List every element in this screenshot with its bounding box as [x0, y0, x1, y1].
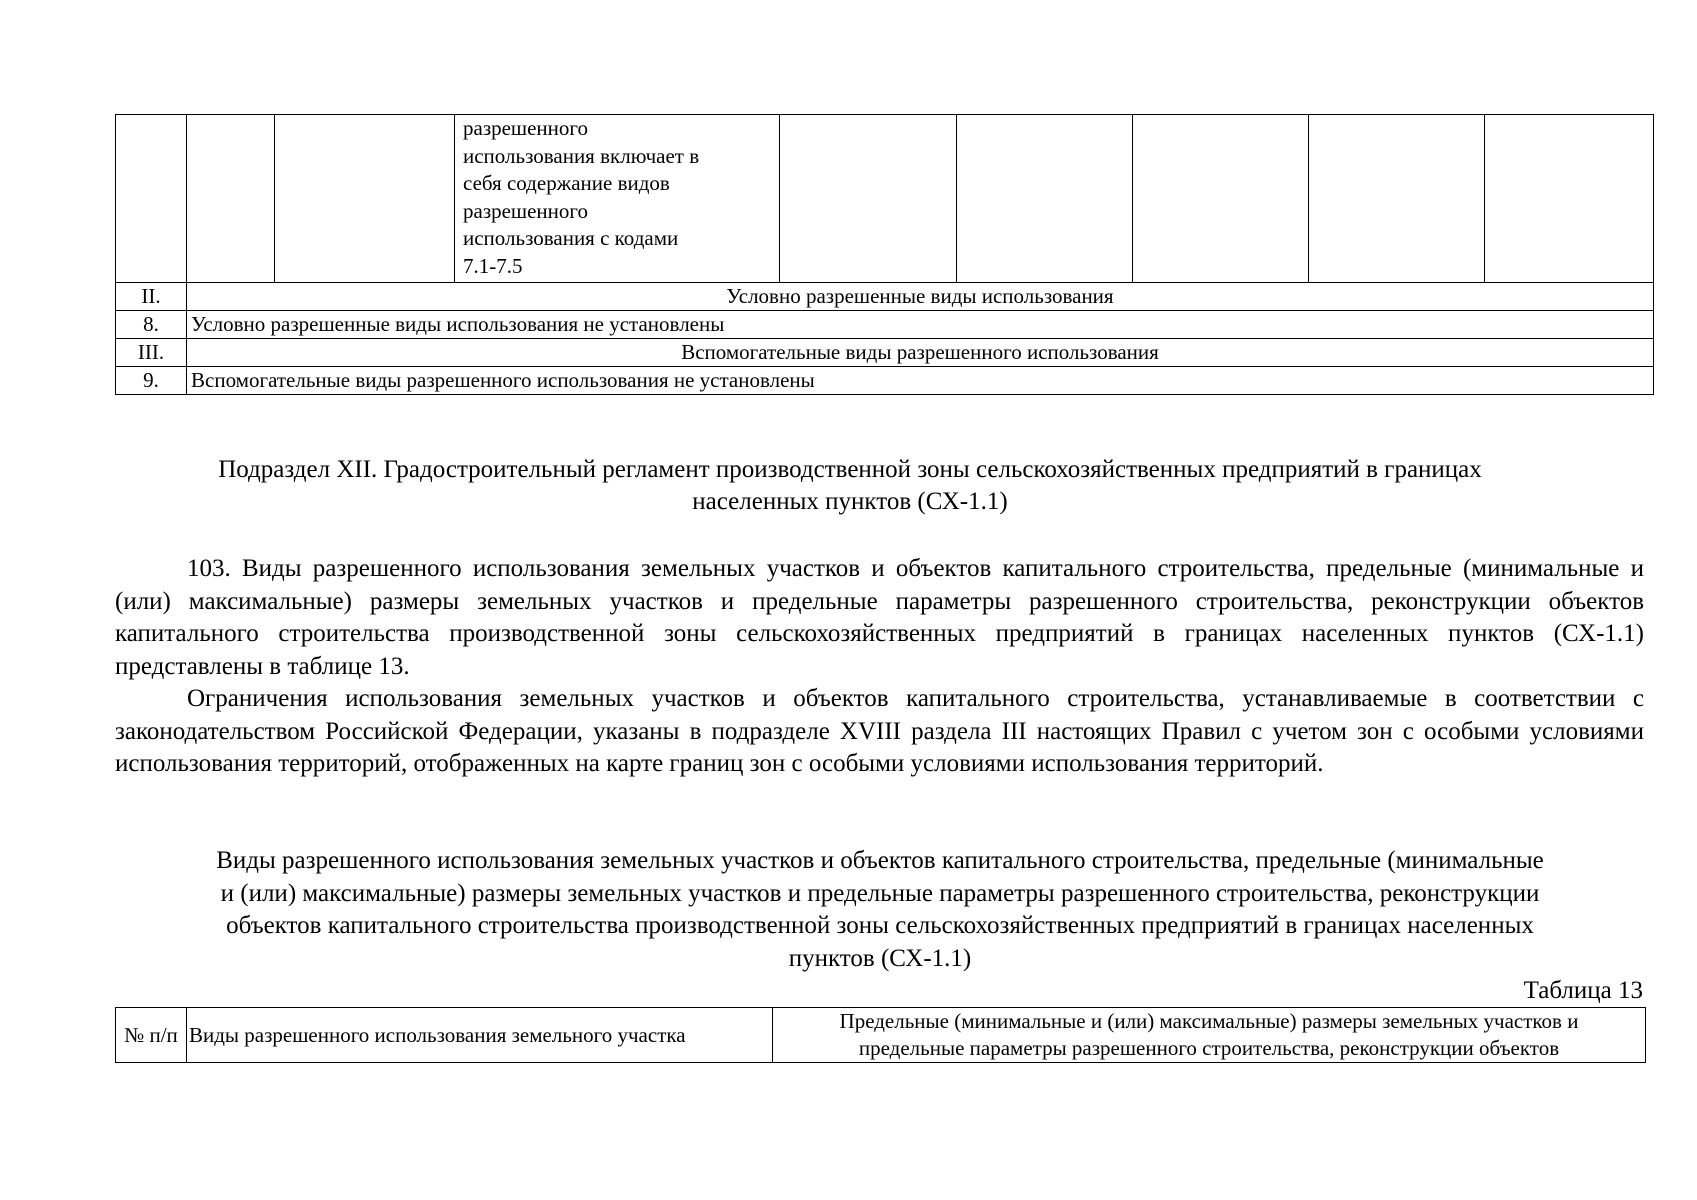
- paragraph-text: Ограничения использования земельных участков и объектов капитального строительства, устанавливаемые в соответствии с законодательством Российской Федерации, указаны в подразделе XVIII раздела III настоящих Правил с учетом зон с особыми условиями использования территорий, отображенных на карте границ зон с особыми условиями использования территорий.: [115, 685, 1644, 777]
- table-number-label: Таблица 13: [1523, 977, 1643, 1004]
- caption-line: пунктов (СХ-1.1): [788, 944, 972, 972]
- header-num: № п/п: [116, 1008, 187, 1063]
- caption-line: Виды разрешенного использования земельных участков и объектов капитального строительства, предельные (минимальные: [216, 847, 1544, 874]
- previous-regulation-table: [115, 114, 1654, 395]
- section-heading-cell: Вспомогательные виды разрешенного использования: [187, 339, 1654, 367]
- row-text-cell: Условно разрешенные виды использования не установлены: [187, 311, 1654, 339]
- table-13: [115, 1007, 1646, 1063]
- row-text-cell: Вспомогательные виды разрешенного использования не установлены: [187, 367, 1654, 395]
- cell-line: разрешенного: [463, 198, 588, 223]
- cell-line: себя содержание видов: [463, 171, 670, 195]
- paragraph-text: 103. Виды разрешенного использования земельных участков и объектов капитального строительства, предельные (минимальные и (или) максимальные) размеры земельных участков и предельные параметры разрешенного строительства, реконструкции объектов капитального строительства производственной зоны сельскохозяйственных предприятий в границах населенных пунктов (СХ-1.1) представлены в таблице 13.: [115, 555, 1644, 680]
- table-cell: [1309, 115, 1485, 283]
- header-limits: [773, 1008, 1646, 1063]
- table-cell: [1485, 115, 1654, 283]
- row-number: II.: [116, 283, 187, 311]
- table-cell: [275, 115, 455, 283]
- table-row: [116, 367, 1654, 395]
- header-line: предельные параметры разрешенного строительства, реконструкции объектов: [858, 1036, 1560, 1060]
- table-header-row: [116, 1008, 1646, 1063]
- paragraph-103: [115, 553, 1644, 683]
- header-types: Виды разрешенного использования земельного участка: [187, 1008, 773, 1063]
- table-caption: [120, 845, 1640, 975]
- table-cell: [1133, 115, 1309, 283]
- cell-line: разрешенного: [463, 116, 588, 140]
- table-cell: [957, 115, 1133, 283]
- cell-line: использования с кодами: [463, 226, 679, 250]
- title-line: Подраздел XII. Градостроительный регламент производственной зоны сельскохозяйственных предприятий в границах: [218, 456, 1482, 483]
- caption-line: объектов капитального строительства производственной зоны сельскохозяйственных предприятий в границах населенных: [226, 912, 1534, 939]
- section-heading-cell: Условно разрешенные виды использования: [187, 283, 1654, 311]
- paragraph-restrictions: [115, 683, 1644, 781]
- table-cell: [780, 115, 957, 283]
- subsection-title: [140, 454, 1560, 518]
- table-row: [116, 115, 1654, 283]
- header-line: Предельные (минимальные и (или) максимальные) размеры земельных участков и: [839, 1009, 1579, 1033]
- row-number: 9.: [116, 367, 187, 395]
- table-cell: [187, 115, 275, 283]
- row-number: III.: [116, 339, 187, 367]
- cell-line: использования включает в: [463, 143, 700, 168]
- row-number: 8.: [116, 311, 187, 339]
- table-row: [116, 283, 1654, 311]
- table-row: [116, 311, 1654, 339]
- table-cell: [455, 115, 780, 283]
- table-row: [116, 339, 1654, 367]
- cell-line: 7.1-7.5: [463, 253, 523, 278]
- title-line: населенных пунктов (СХ-1.1): [692, 488, 1008, 515]
- caption-line: и (или) максимальные) размеры земельных участков и предельные параметры разрешенного строительства, реконструкции: [220, 879, 1540, 907]
- table-cell: [116, 115, 187, 283]
